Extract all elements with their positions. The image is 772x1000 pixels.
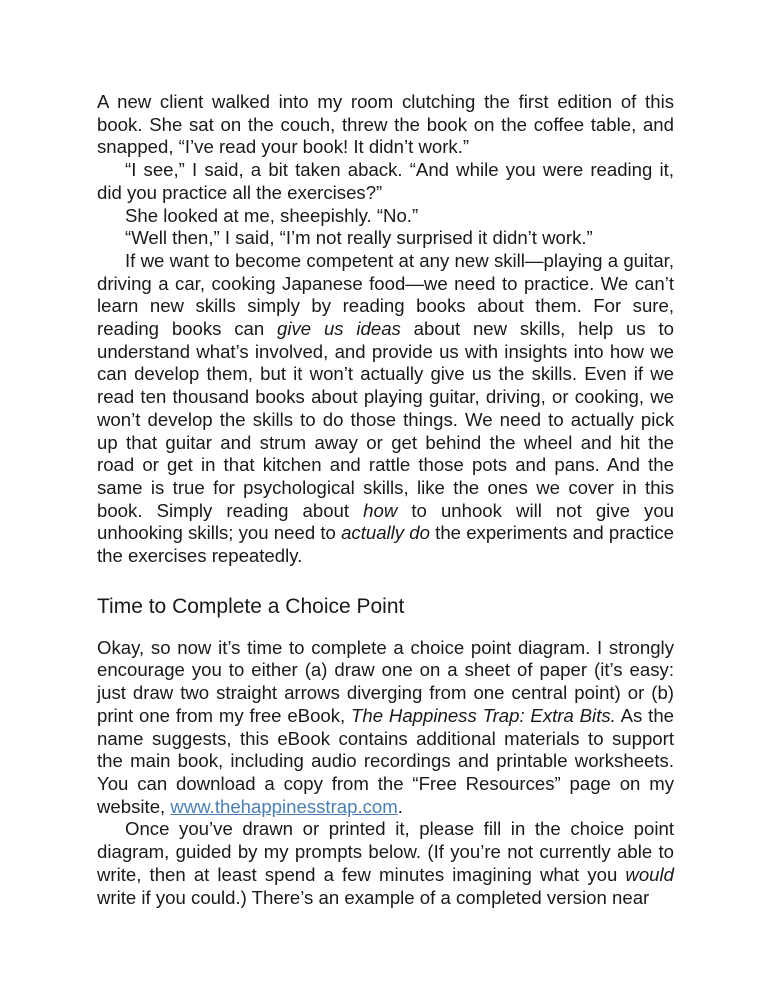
text-run: As the name suggests, this eBook contains additional materials to support the main book, including audio recordings and printable worksheets. You can download a copy from the “Free Resources” page on my website,	[97, 704, 674, 817]
text-run: write if you could.) There’s an example of a completed version near	[97, 886, 650, 908]
text-run: Once you’ve drawn or printed it, please fill in the choice point diagram, guided by my prompts below. (If you’re not currently able to write, then at least spend a few minutes imagining what you	[97, 818, 674, 885]
text-run: .	[397, 795, 403, 817]
paragraph-client-story: A new client walked into my room clutching the first edition of this book. She sat on the couch, threw the book on the coffee table, and snapped, “I’ve read your book! It didn’t work.”	[97, 91, 674, 158]
emphasis-text: how	[363, 499, 398, 521]
book-page	[97, 91, 674, 909]
emphasis-text: would	[625, 863, 674, 885]
paragraph-choice-point-intro	[97, 637, 674, 819]
section-heading: Time to Complete a Choice Point	[97, 594, 405, 618]
text-run: to unhook will not give you unhooking skills; you need to	[97, 499, 675, 544]
paragraph-i-see: “I see,” I said, a bit taken aback. “And while you were reading it, did you practice all the exercises?”	[97, 159, 674, 203]
emphasis-text: give us ideas	[277, 318, 401, 340]
book-title-emphasis: The Happiness Trap: Extra Bits.	[351, 704, 616, 726]
paragraph-practice	[97, 250, 674, 568]
text-run: the experiments and practice the exercises repeatedly.	[97, 522, 674, 567]
paragraph-sheepishly: She looked at me, sheepishly. “No.”	[125, 204, 419, 226]
paragraph-well-then: “Well then,” I said, “I’m not really surprised it didn’t work.”	[125, 227, 593, 249]
text-run: If we want to become competent at any new skill—playing a guitar, driving a car, cooking Japanese food—we need to practice. We can’t learn new skills simply by reading books about them. For sure, reading books can	[97, 249, 674, 340]
emphasis-text: actually do	[341, 522, 430, 544]
website-link[interactable]: www.thehappinesstrap.com	[170, 795, 398, 817]
text-run: about new skills, help us to understand what’s involved, and provide us with insights into how we can develop them, but it won’t actually give us the skills. Even if we read ten thousand books about playing guitar, driving, or cooking, we won’t develop the skills to do those things. We need to actually pick up that guitar and strum away or get behind the wheel and hit the road or get in that kitchen and rattle those pots and pans. And the same is true for psychological skills, like the ones we cover in this book. Simply reading about	[97, 318, 675, 521]
text-run: Okay, so now it’s time to complete a choice point diagram. I strongly encourage you to either (a) draw one on a sheet of paper (it’s easy: just draw two straight arrows diverging from one central point) or (b) print one from my free eBook,	[97, 636, 674, 726]
paragraph-fill-in	[97, 818, 674, 909]
